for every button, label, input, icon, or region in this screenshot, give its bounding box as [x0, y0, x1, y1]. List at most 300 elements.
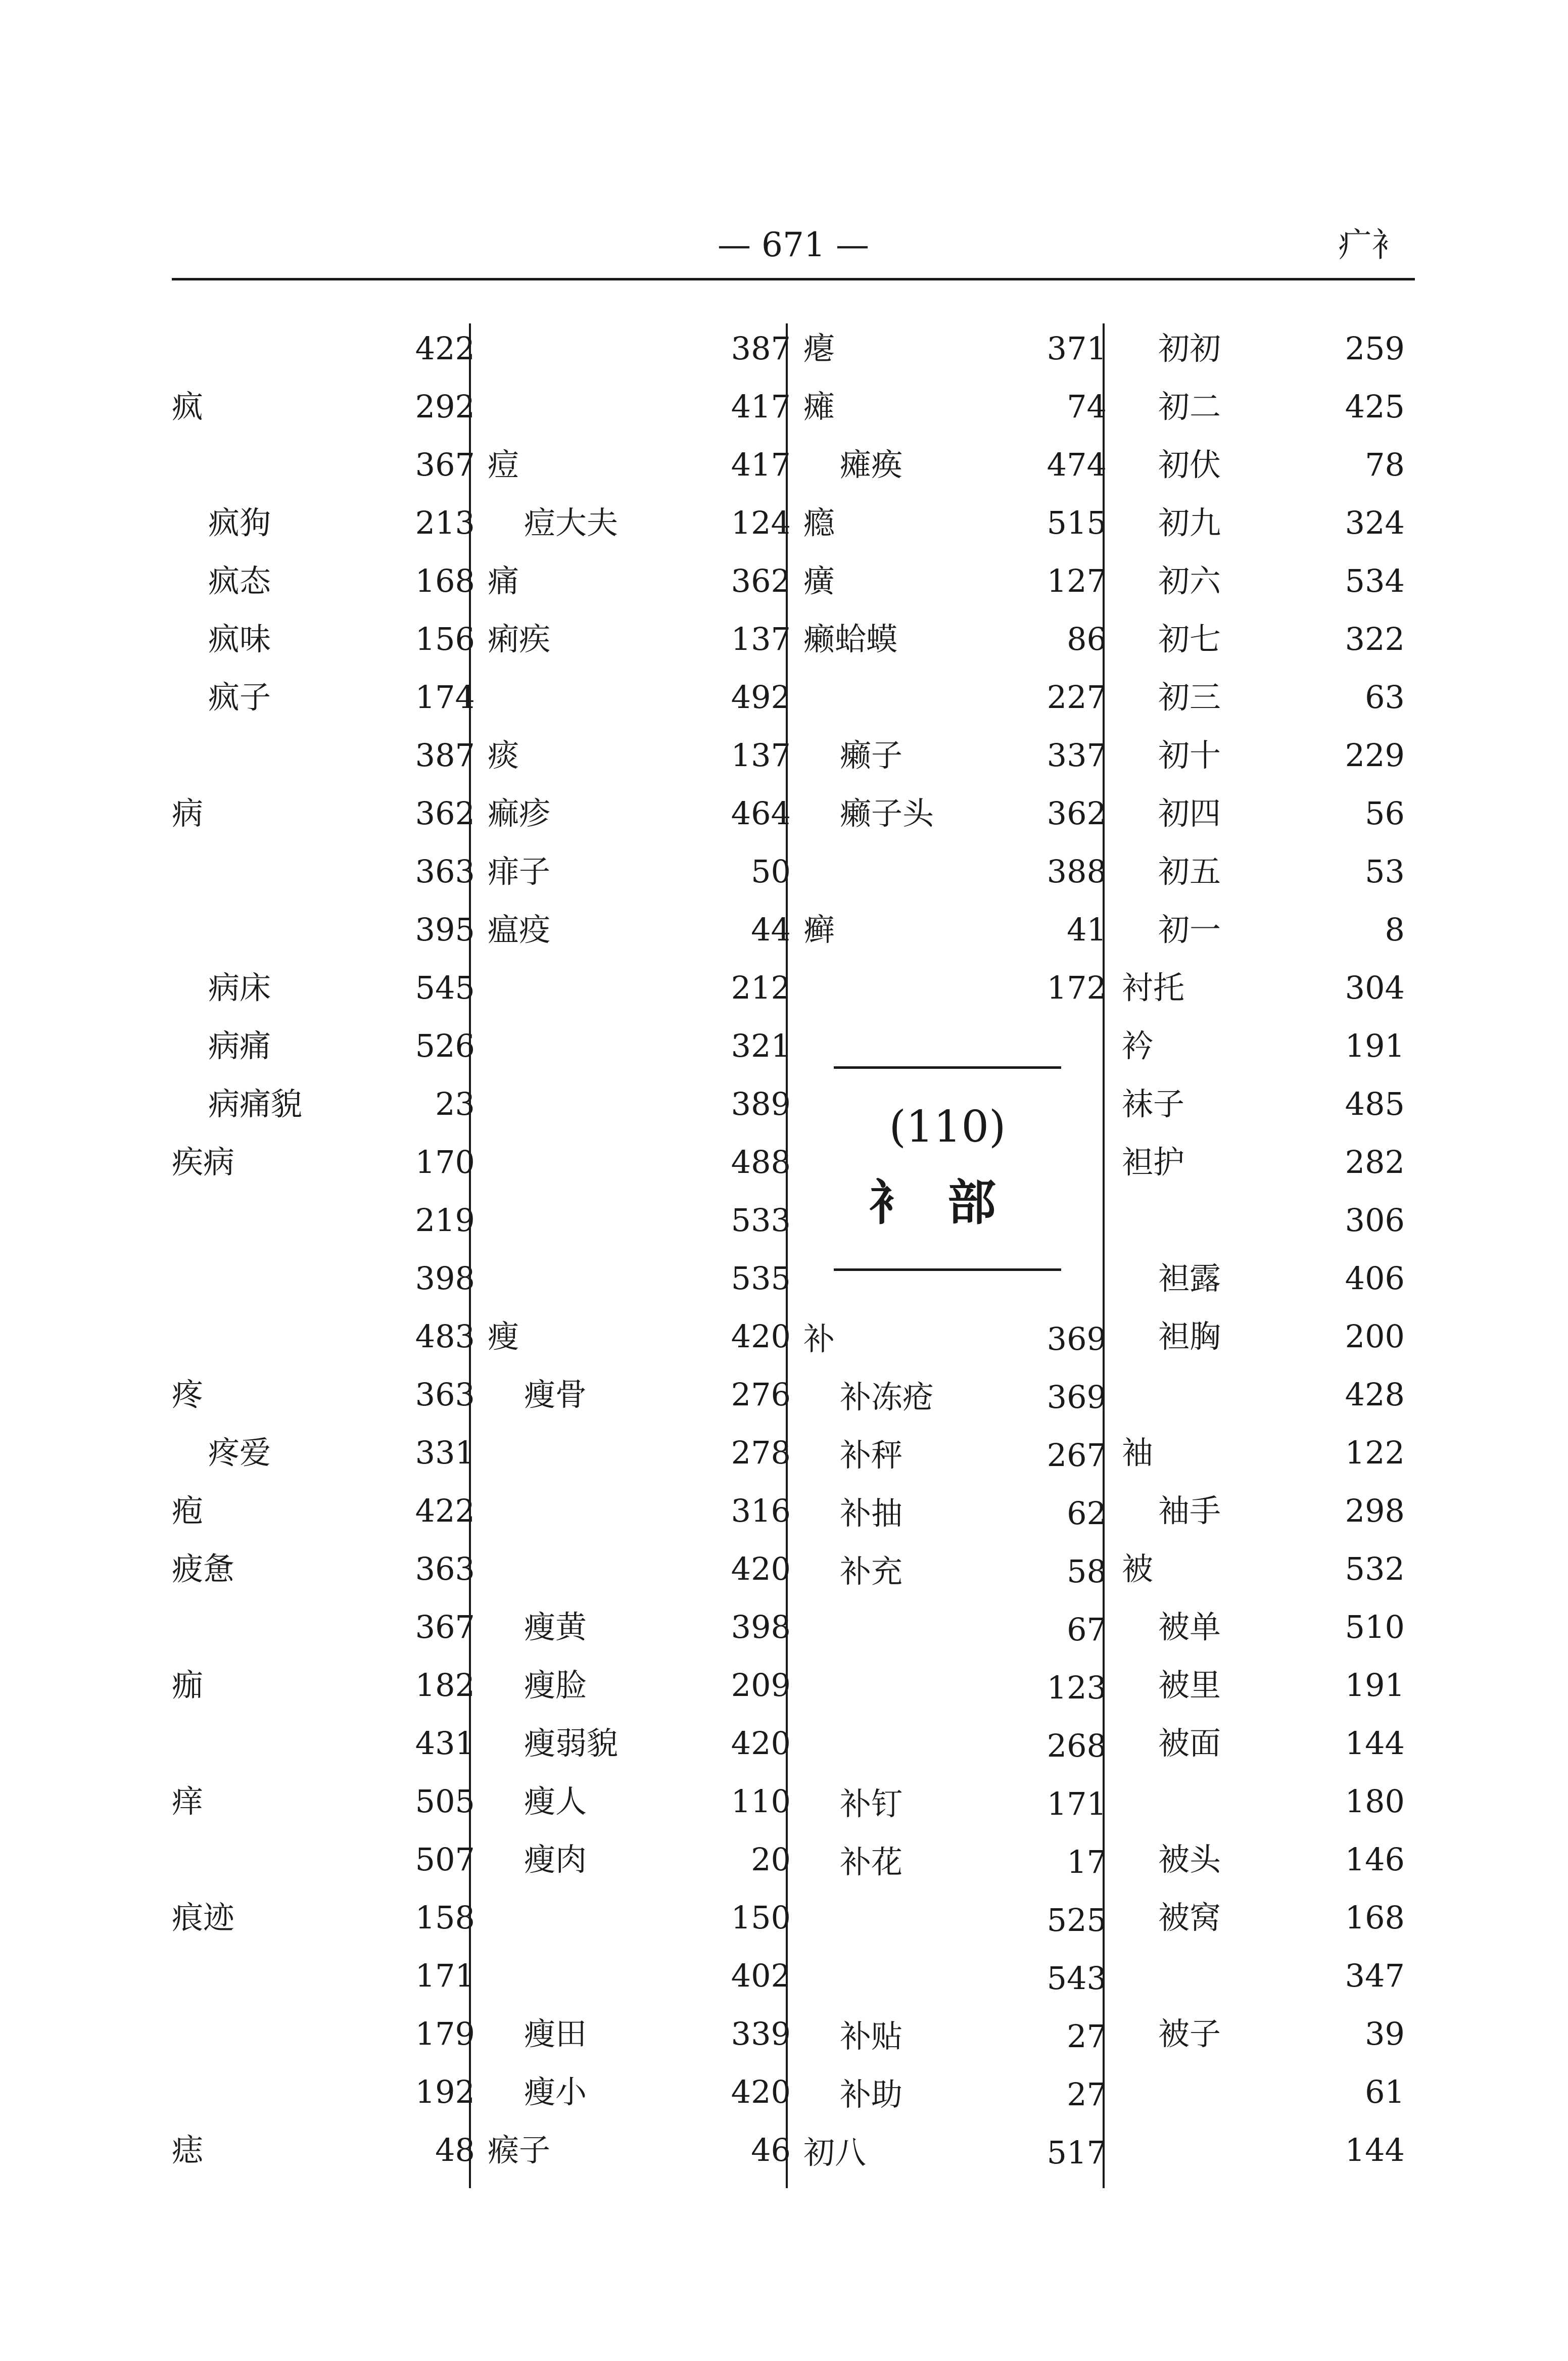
entry-page-number: 363 [415, 853, 475, 890]
entry-page-number: 389 [731, 1085, 791, 1122]
index-entry [803, 2011, 1107, 2069]
entry-page-number: 492 [731, 679, 791, 716]
entry-page-number: 398 [415, 1260, 475, 1297]
index-entry [803, 1604, 1107, 1663]
index-entry [172, 1893, 475, 1951]
entry-page-number: 488 [731, 1144, 791, 1180]
index-entry [172, 1660, 475, 1718]
entry-term: 袖手 [1158, 1492, 1221, 1529]
index-entry [172, 1195, 475, 1253]
entry-term: 病床 [208, 969, 271, 1006]
index-entry [1122, 1486, 1415, 1544]
index-entry [172, 614, 475, 672]
entry-term: 痱子 [488, 853, 551, 890]
entry-page-number: 363 [415, 1550, 475, 1587]
index-entry [803, 963, 1107, 1021]
entry-page-number: 48 [435, 2132, 475, 2168]
index-entry [172, 1834, 475, 1893]
index-entry [1122, 1195, 1415, 1253]
index-entry [488, 1834, 791, 1893]
entry-page-number: 146 [1345, 1841, 1405, 1878]
index-entry [172, 323, 475, 382]
entry-page-number: 331 [415, 1434, 475, 1471]
entry-term: 癀 [803, 562, 835, 599]
entry-page-number: 227 [1047, 679, 1107, 716]
entry-term: 瘦脸 [524, 1667, 587, 1704]
index-entry [803, 382, 1107, 440]
entry-term: 癞蛤蟆 [803, 621, 898, 657]
entry-term: 初初 [1158, 330, 1221, 367]
entry-term: 瘊子 [488, 2132, 551, 2168]
index-entry [488, 2009, 791, 2067]
entry-page-number: 229 [1345, 737, 1405, 774]
index-entry [803, 1663, 1107, 1721]
entry-page-number: 171 [1047, 1785, 1107, 1822]
index-entry [1122, 963, 1415, 1021]
index-entry [488, 323, 791, 382]
entry-term: 瘦小 [524, 2073, 587, 2110]
index-entry [803, 2128, 1107, 2186]
entry-page-number: 27 [1067, 2076, 1107, 2113]
entry-term: 初五 [1158, 853, 1221, 890]
entry-term: 被面 [1158, 1725, 1221, 1762]
entry-term: 瘦肉 [524, 1841, 587, 1878]
entry-term: 瘾 [803, 504, 835, 541]
index-entry [172, 556, 475, 614]
entry-page-number: 46 [751, 2132, 791, 2168]
entry-page-number: 168 [415, 562, 475, 599]
entry-term: 袒露 [1158, 1260, 1221, 1297]
entry-page-number: 8 [1385, 911, 1405, 948]
entry-term: 初二 [1158, 388, 1221, 425]
index-entry [803, 905, 1107, 963]
index-entry [488, 1253, 791, 1311]
entry-page-number: 61 [1365, 2073, 1405, 2110]
entry-page-number: 127 [1047, 562, 1107, 599]
index-entry [172, 1428, 475, 1486]
entry-term: 补冻疮 [840, 1379, 934, 1415]
index-entry [488, 2125, 791, 2183]
entry-term: 瘫痪 [840, 446, 903, 483]
entry-page-number: 388 [1047, 853, 1107, 890]
entry-page-number: 362 [731, 562, 791, 599]
entry-page-number: 122 [1345, 1434, 1405, 1471]
index-entry [488, 730, 791, 788]
header-rule [172, 278, 1415, 280]
index-entry [488, 1311, 791, 1370]
index-entry [172, 846, 475, 905]
entry-page-number: 20 [751, 1841, 791, 1878]
entry-page-number: 483 [415, 1318, 475, 1355]
entry-page-number: 174 [415, 679, 475, 716]
entry-page-number: 123 [1047, 1669, 1107, 1706]
page-header [172, 217, 1415, 273]
entry-page-number: 150 [731, 1899, 791, 1936]
index-entry [488, 2067, 791, 2125]
entry-term: 痣 [172, 2132, 204, 2168]
entry-page-number: 306 [1345, 1202, 1405, 1239]
entry-term: 痰 [488, 737, 519, 774]
index-entry [1122, 1834, 1415, 1893]
entry-page-number: 425 [1345, 388, 1405, 425]
index-entry [1122, 1544, 1415, 1602]
entry-term: 瘪 [803, 330, 835, 367]
index-entry [488, 788, 791, 846]
page-number: — 671 — [718, 225, 869, 264]
entry-term: 癞子头 [840, 795, 934, 832]
index-entry [803, 2069, 1107, 2128]
entry-page-number: 298 [1345, 1492, 1405, 1529]
entry-term: 初十 [1158, 737, 1221, 774]
entry-page-number: 535 [731, 1260, 791, 1297]
entry-term: 瘟疫 [488, 911, 551, 948]
entry-term: 补花 [840, 1844, 903, 1880]
index-entry [803, 788, 1107, 846]
index-entry [1122, 498, 1415, 556]
entry-page-number: 110 [731, 1783, 791, 1820]
entry-page-number: 39 [1365, 2015, 1405, 2052]
index-entry [1122, 846, 1415, 905]
index-entry [172, 1370, 475, 1428]
index-entry [803, 1314, 1107, 1372]
entry-page-number: 534 [1345, 562, 1405, 599]
index-entry [488, 498, 791, 556]
entry-term: 初八 [803, 2134, 867, 2171]
entry-page-number: 420 [731, 2073, 791, 2110]
entry-page-number: 41 [1067, 911, 1107, 948]
index-entry [172, 1602, 475, 1660]
entry-term: 瘦骨 [524, 1376, 587, 1413]
entry-page-number: 124 [731, 504, 791, 541]
index-entry [172, 1253, 475, 1311]
index-entry [803, 1837, 1107, 1895]
index-entry [172, 1776, 475, 1834]
entry-page-number: 213 [415, 504, 475, 541]
section-title: 衤部 [869, 1174, 1026, 1231]
index-entry [803, 730, 1107, 788]
entry-page-number: 387 [415, 737, 475, 774]
index-entry [1122, 382, 1415, 440]
entry-term: 病 [172, 795, 204, 832]
entry-term: 补秤 [840, 1437, 903, 1474]
entry-page-number: 168 [1345, 1899, 1405, 1936]
entry-term: 补助 [840, 2076, 903, 2113]
entry-term: 痒 [172, 1783, 204, 1820]
index-entry [1122, 1660, 1415, 1718]
entry-page-number: 44 [751, 911, 791, 948]
entry-page-number: 316 [731, 1492, 791, 1529]
entry-page-number: 422 [415, 330, 475, 367]
entry-page-number: 362 [1047, 795, 1107, 832]
entry-term: 初伏 [1158, 446, 1221, 483]
entry-term: 痢疾 [488, 621, 551, 657]
entry-page-number: 363 [415, 1376, 475, 1413]
index-entry [488, 556, 791, 614]
index-column-2 [488, 323, 791, 2183]
entry-term: 疾病 [172, 1144, 235, 1180]
entry-term: 癣 [803, 911, 835, 948]
index-entry [803, 1779, 1107, 1837]
entry-page-number: 417 [731, 446, 791, 483]
entry-page-number: 276 [731, 1376, 791, 1413]
entry-page-number: 200 [1345, 1318, 1405, 1355]
index-entry [1122, 1079, 1415, 1137]
entry-term: 初九 [1158, 504, 1221, 541]
index-entry [1122, 1253, 1415, 1311]
entry-page-number: 505 [415, 1783, 475, 1820]
index-entry [488, 963, 791, 1021]
entry-page-number: 179 [415, 2015, 475, 2052]
entry-page-number: 170 [415, 1144, 475, 1180]
index-entry [803, 1546, 1107, 1604]
entry-page-number: 510 [1345, 1609, 1405, 1645]
entry-page-number: 420 [731, 1725, 791, 1762]
entry-page-number: 292 [415, 388, 475, 425]
radical-marker: 疒衤 [1338, 225, 1405, 264]
entry-page-number: 282 [1345, 1144, 1405, 1180]
entry-page-number: 23 [435, 1085, 475, 1122]
index-entry [488, 1893, 791, 1951]
index-entry [488, 614, 791, 672]
index-entry [1122, 2067, 1415, 2125]
entry-page-number: 507 [415, 1841, 475, 1878]
index-entry [1122, 440, 1415, 498]
index-entry [1122, 1951, 1415, 2009]
entry-term: 初六 [1158, 562, 1221, 599]
entry-term: 疯子 [208, 679, 271, 716]
entry-page-number: 428 [1345, 1376, 1405, 1413]
index-entry [1122, 2009, 1415, 2067]
entry-term: 疼 [172, 1376, 204, 1413]
index-entry [488, 1486, 791, 1544]
entry-term: 袖 [1122, 1434, 1154, 1471]
index-entry [1122, 672, 1415, 730]
entry-page-number: 347 [1345, 1957, 1405, 1994]
entry-page-number: 474 [1047, 446, 1107, 483]
index-column-4 [1122, 323, 1415, 2183]
index-entry [172, 1544, 475, 1602]
index-entry [803, 846, 1107, 905]
index-entry [488, 1428, 791, 1486]
index-entry [172, 905, 475, 963]
entry-page-number: 212 [731, 969, 791, 1006]
entry-page-number: 192 [415, 2073, 475, 2110]
index-entry [803, 1953, 1107, 2011]
entry-page-number: 532 [1345, 1550, 1405, 1587]
entry-term: 初四 [1158, 795, 1221, 832]
entry-term: 瘦人 [524, 1783, 587, 1820]
entry-page-number: 158 [415, 1899, 475, 1936]
entry-page-number: 422 [415, 1492, 475, 1529]
entry-term: 补 [803, 1320, 835, 1357]
index-entry [172, 730, 475, 788]
entry-page-number: 27 [1067, 2018, 1107, 2055]
index-entry [803, 614, 1107, 672]
entry-term: 痛 [488, 562, 519, 599]
entry-page-number: 17 [1067, 1844, 1107, 1880]
entry-term: 疯味 [208, 621, 271, 657]
index-entry [1122, 1428, 1415, 1486]
entry-term: 袒护 [1122, 1144, 1185, 1180]
index-entry [488, 382, 791, 440]
entry-term: 病痛貌 [208, 1085, 303, 1122]
entry-term: 疯 [172, 388, 204, 425]
section-heading [803, 1021, 1107, 1314]
entry-term: 疯狗 [208, 504, 271, 541]
index-entry [488, 1544, 791, 1602]
entry-term: 被 [1122, 1550, 1154, 1587]
entry-page-number: 267 [1047, 1437, 1107, 1474]
entry-page-number: 137 [731, 621, 791, 657]
entry-page-number: 63 [1365, 679, 1405, 716]
index-entry [803, 1895, 1107, 1953]
entry-page-number: 209 [731, 1667, 791, 1704]
index-entry [488, 1021, 791, 1079]
entry-term: 痲疹 [488, 795, 551, 832]
entry-term: 痘 [488, 446, 519, 483]
index-entry [488, 1776, 791, 1834]
index-column-1 [172, 323, 475, 2183]
index-entry [1122, 1370, 1415, 1428]
entry-term: 初七 [1158, 621, 1221, 657]
entry-term: 疲惫 [172, 1550, 235, 1587]
index-entry [488, 1602, 791, 1660]
index-entry [1122, 1893, 1415, 1951]
index-entry [172, 2009, 475, 2067]
entry-page-number: 156 [415, 621, 475, 657]
index-entry [172, 440, 475, 498]
entry-page-number: 74 [1067, 388, 1107, 425]
entry-term: 补贴 [840, 2018, 903, 2055]
entry-page-number: 406 [1345, 1260, 1405, 1297]
entry-page-number: 485 [1345, 1085, 1405, 1122]
entry-page-number: 78 [1365, 446, 1405, 483]
index-entry [1122, 1021, 1415, 1079]
entry-term: 痘大夫 [524, 504, 619, 541]
entry-term: 初三 [1158, 679, 1221, 716]
entry-page-number: 268 [1047, 1727, 1107, 1764]
index-entry [803, 440, 1107, 498]
index-entry [488, 672, 791, 730]
entry-page-number: 278 [731, 1434, 791, 1471]
entry-term: 瘫 [803, 388, 835, 425]
index-entry [172, 1021, 475, 1079]
entry-page-number: 191 [1345, 1027, 1405, 1064]
entry-page-number: 180 [1345, 1783, 1405, 1820]
section-rule [834, 1066, 1061, 1069]
index-entry [172, 2067, 475, 2125]
index-entry [1122, 1776, 1415, 1834]
entry-page-number: 50 [751, 853, 791, 890]
entry-page-number: 369 [1047, 1320, 1107, 1357]
entry-page-number: 515 [1047, 504, 1107, 541]
index-entry [1122, 730, 1415, 788]
entry-page-number: 304 [1345, 969, 1405, 1006]
entry-page-number: 533 [731, 1202, 791, 1239]
entry-term: 瘦田 [524, 2015, 587, 2052]
entry-term: 补抽 [840, 1495, 903, 1532]
entry-page-number: 387 [731, 330, 791, 367]
entry-page-number: 420 [731, 1318, 791, 1355]
entry-term: 补钉 [840, 1785, 903, 1822]
index-entry [488, 905, 791, 963]
entry-page-number: 56 [1365, 795, 1405, 832]
entry-page-number: 417 [731, 388, 791, 425]
index-entry [1122, 323, 1415, 382]
entry-page-number: 464 [731, 795, 791, 832]
entry-page-number: 517 [1047, 2134, 1107, 2171]
section-number: (110) [889, 1102, 1006, 1152]
entry-term: 被里 [1158, 1667, 1221, 1704]
entry-page-number: 137 [731, 737, 791, 774]
entry-term: 痕迹 [172, 1899, 235, 1936]
entry-term: 癞子 [840, 737, 903, 774]
index-entry [172, 1718, 475, 1776]
entry-page-number: 395 [415, 911, 475, 948]
entry-page-number: 324 [1345, 504, 1405, 541]
entry-page-number: 144 [1345, 2132, 1405, 2168]
index-entry [172, 672, 475, 730]
index-entry [1122, 1311, 1415, 1370]
entry-page-number: 337 [1047, 737, 1107, 774]
index-entry [172, 2125, 475, 2183]
index-entry [1122, 614, 1415, 672]
index-entry [1122, 788, 1415, 846]
entry-page-number: 367 [415, 1609, 475, 1645]
entry-page-number: 371 [1047, 330, 1107, 367]
entry-term: 被头 [1158, 1841, 1221, 1878]
entry-term: 被窝 [1158, 1899, 1221, 1936]
entry-term: 袒胸 [1158, 1318, 1221, 1355]
entry-term: 袜子 [1122, 1085, 1185, 1122]
entry-page-number: 339 [731, 2015, 791, 2052]
index-entry [803, 1372, 1107, 1430]
entry-term: 衿 [1122, 1027, 1154, 1064]
entry-page-number: 321 [731, 1027, 791, 1064]
index-entry [172, 1079, 475, 1137]
entry-page-number: 322 [1345, 621, 1405, 657]
index-entry [803, 498, 1107, 556]
index-entry [1122, 1602, 1415, 1660]
index-entry [172, 1486, 475, 1544]
entry-page-number: 172 [1047, 969, 1107, 1006]
index-entry [803, 556, 1107, 614]
entry-page-number: 144 [1345, 1725, 1405, 1762]
section-rule [834, 1268, 1061, 1271]
index-entry [172, 1311, 475, 1370]
entry-term: 初一 [1158, 911, 1221, 948]
entry-page-number: 543 [1047, 1960, 1107, 1997]
index-entry [488, 1660, 791, 1718]
index-entry [1122, 1137, 1415, 1195]
entry-page-number: 362 [415, 795, 475, 832]
index-entry [488, 1718, 791, 1776]
index-entry [488, 1137, 791, 1195]
index-entry [172, 498, 475, 556]
entry-page-number: 182 [415, 1667, 475, 1704]
entry-term: 疯态 [208, 562, 271, 599]
entry-term: 瘦 [488, 1318, 519, 1355]
entry-page-number: 62 [1067, 1495, 1107, 1532]
entry-page-number: 398 [731, 1609, 791, 1645]
entry-term: 疱 [172, 1492, 204, 1529]
index-entry [1122, 2125, 1415, 2183]
entry-page-number: 171 [415, 1957, 475, 1994]
entry-term: 被单 [1158, 1609, 1221, 1645]
entry-page-number: 53 [1365, 853, 1405, 890]
entry-term: 痂 [172, 1667, 204, 1704]
entry-page-number: 67 [1067, 1611, 1107, 1648]
